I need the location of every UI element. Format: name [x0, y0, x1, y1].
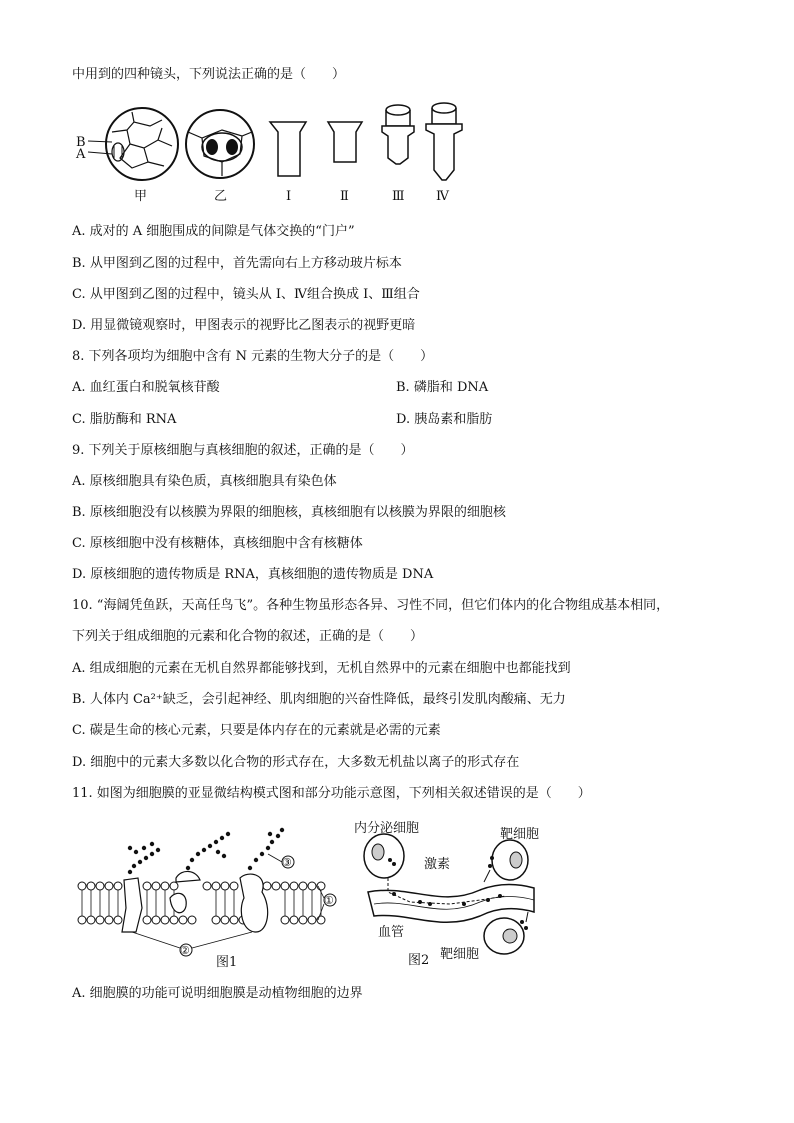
- caption-lens-3: Ⅲ: [392, 189, 405, 204]
- fig2-target-top-label: 靶细胞: [500, 827, 540, 842]
- lens-3: [382, 105, 414, 164]
- q9-option-c: C. 原核细胞中没有核糖体，真核细胞中含有核糖体: [72, 536, 363, 551]
- membrane-tails: [82, 890, 321, 916]
- lens-4: [426, 103, 462, 180]
- target-cell-bottom: [484, 912, 528, 954]
- transmembrane-protein-large: [240, 874, 268, 932]
- q8-option-d: D. 胰岛素和脂肪: [396, 412, 493, 427]
- q10-stem-line1: 10. “海阔凭鱼跃，天高任鸟飞”。各种生物虽形态各异、习性不同，但它们体内的化合物组成基本相同，: [72, 598, 670, 613]
- fig2-endocrine-label: 内分泌细胞: [354, 821, 420, 836]
- endocrine-cell: [364, 834, 404, 878]
- q11-stem: 11. 如图为细胞膜的亚显微结构模式图和部分功能示意图，下列相关叙述错误的是（ ）: [72, 786, 591, 801]
- fig1-num-2: ②: [180, 944, 190, 957]
- label-b-pointer: [88, 141, 112, 142]
- sugar-chains: [128, 828, 284, 874]
- q7-option-a: A. 成对的 A 细胞围成的间隙是气体交换的“门户”: [72, 224, 355, 239]
- q7-option-d: D. 用显微镜观察时，甲图表示的视野比乙图表示的视野更暗: [72, 318, 416, 333]
- fig-label-b: B: [76, 135, 86, 150]
- fig2-caption: 图2: [408, 953, 430, 968]
- q7-option-b: B. 从甲图到乙图的过程中，首先需向右上方移动玻片标本: [72, 256, 402, 271]
- caption-lens-2: Ⅱ: [340, 189, 349, 204]
- fig2-vessel-label: 血管: [378, 925, 405, 940]
- lens-2: [328, 122, 362, 162]
- q10-stem-line2: 下列关于组成细胞的元素和化合物的叙述，正确的是（ ）: [72, 629, 424, 644]
- fig1-num-3: ③: [282, 856, 292, 869]
- q8-option-c: C. 脂肪酶和 RNA: [72, 412, 177, 427]
- fig1-caption: 图1: [216, 955, 238, 970]
- caption-yi: 乙: [214, 189, 228, 204]
- fig2-hormone: [360, 832, 550, 962]
- fig1-membrane: [72, 828, 352, 970]
- q9-option-b: B. 原核细胞没有以核膜为界限的细胞核，真核细胞有以核膜为界限的细胞核: [72, 505, 506, 520]
- q8-stem: 8. 下列各项均为细胞中含有 N 元素的生物大分子的是（ ）: [72, 349, 434, 364]
- q10-option-b: B. 人体内 Ca²⁺缺乏，会引起神经、肌肉细胞的兴奋性降低，最终引发肌肉酸痛、无力: [72, 692, 566, 707]
- q8-option-b: B. 磷脂和 DNA: [396, 380, 489, 395]
- embedded-protein-small: [170, 893, 186, 912]
- view-jia-circle: [106, 108, 178, 180]
- lens-1: [270, 122, 306, 176]
- caption-lens-1: Ⅰ: [286, 189, 292, 204]
- fig2-target-bottom-label: 靶细胞: [440, 947, 480, 962]
- q11-option-a: A. 细胞膜的功能可说明细胞膜是动植物细胞的边界: [72, 986, 363, 1001]
- caption-jia: 甲: [134, 189, 148, 204]
- target-cell-top: [484, 840, 528, 882]
- q10-option-d: D. 细胞中的元素大多数以化合物的形式存在，大多数无机盐以离子的形式存在: [72, 755, 520, 770]
- transmembrane-protein: [122, 878, 142, 932]
- q10-option-a: A. 组成细胞的元素在无机自然界都能够找到，无机自然界中的元素在细胞中也都能找到: [72, 661, 571, 676]
- q9-option-d: D. 原核细胞的遗传物质是 RNA，真核细胞的遗传物质是 DNA: [72, 567, 434, 582]
- fig-label-a: A: [76, 147, 86, 162]
- fig2-hormone-label: 激素: [424, 857, 451, 872]
- membrane-top-heads: [78, 882, 325, 890]
- q10-option-c: C. 碳是生命的核心元素，只要是体内存在的元素就是必需的元素: [72, 723, 441, 738]
- view-yi-circle: [186, 110, 254, 178]
- leader-lines: [132, 854, 324, 948]
- surface-protein: [176, 871, 200, 882]
- q9-stem: 9. 下列关于原核细胞与真核细胞的叙述，正确的是（ ）: [72, 443, 414, 458]
- q8-option-a: A. 血红蛋白和脱氧核苷酸: [72, 380, 220, 395]
- membrane-bottom-heads: [78, 916, 325, 924]
- q7-figure: [72, 102, 472, 214]
- q7-stem: 中用到的四种镜头，下列说法正确的是（ ）: [72, 67, 346, 82]
- q9-option-a: A. 原核细胞具有染色质，真核细胞具有染色体: [72, 474, 337, 489]
- caption-lens-4: Ⅳ: [436, 189, 449, 204]
- q7-option-c: C. 从甲图到乙图的过程中，镜头从 Ⅰ、Ⅳ组合换成 Ⅰ、Ⅲ组合: [72, 287, 420, 302]
- fig1-num-1: ①: [324, 894, 334, 907]
- label-a-pointer: [88, 152, 112, 154]
